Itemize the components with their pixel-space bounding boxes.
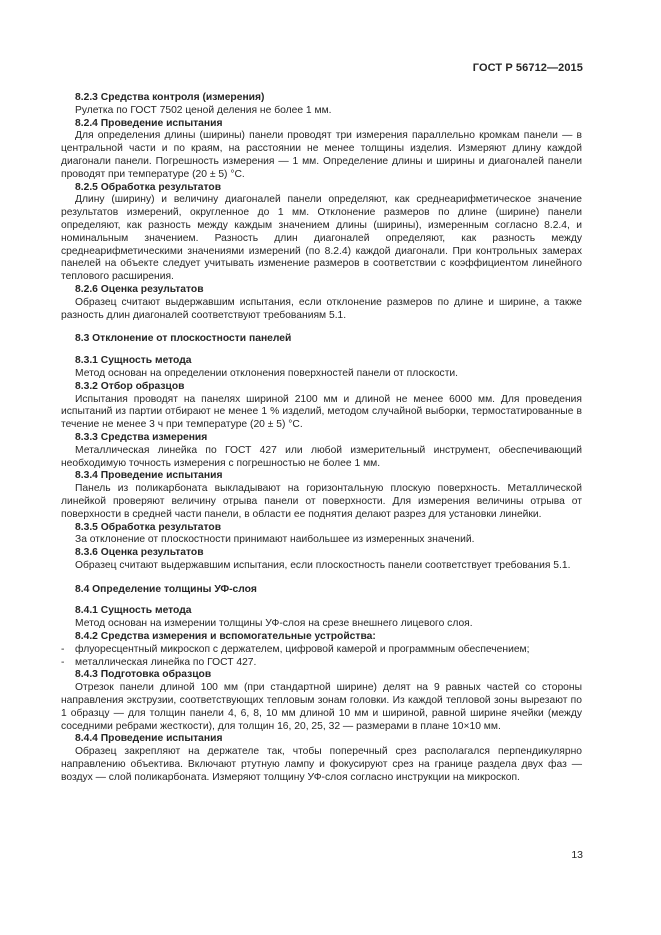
section-8-3-heading: 8.3 Отклонение от плоскостности панелей: [75, 333, 292, 345]
section-8-4-1-title: 8.4.1 Сущность метода: [75, 605, 192, 617]
section-8-3-2-text: Испытания проводят на панелях шириной 2100 мм и длиной не менее 6000 мм. Для проведения испытаний из партии отбирают не менее 1 % изделий, методом случайной выборки, термостатированные в течение не менее 3 ч при температуре (20 ± 5) °С.: [61, 393, 582, 431]
section-8-3-4-title: 8.3.4 Проведение испытания: [75, 470, 223, 482]
list-item: [61, 657, 582, 670]
section-8-4-heading: 8.4 Определение толщины УФ-слоя: [75, 583, 257, 595]
section-8-3-6-title: 8.3.6 Оценка результатов: [75, 547, 204, 559]
section-8-4-2-title: 8.4.2 Средства измерения и вспомогательные устройства:: [75, 631, 376, 643]
section-8-2-6-title: 8.2.6 Оценка результатов: [75, 283, 204, 295]
section-8-3-1-title: 8.3.1 Сущность метода: [75, 355, 192, 367]
document-body: [61, 92, 582, 785]
section-8-3-3-text: Металлическая линейка по ГОСТ 427 или любой измерительный инструмент, обеспечивающий необходимую точность измерения с погрешностью не более 1 мм.: [61, 444, 582, 469]
section-8-4-3-title: 8.4.3 Подготовка образцов: [75, 669, 212, 681]
list-item-text: флуоресцентный микроскоп с держателем, цифровой камерой и программным обеспечением;: [75, 643, 530, 655]
list-dash: -: [61, 643, 65, 655]
section-8-2-3-title: 8.2.3 Средства контроля (измерения): [75, 92, 265, 103]
section-8-4-4-text: Образец закрепляют на держателе так, чтобы поперечный срез располагался перпендикулярно направлению объектива. Включают ртутную лампу и фокусируют срез на границе раздела двух фаз — воздух — слой поликарбоната. Измеряют толщину УФ-слоя согласно инструкции на микроскоп.: [61, 746, 582, 783]
section-8-4-1-text: Метод основан на измерении толщины УФ-слоя на срезе внешнего лицевого слоя.: [75, 618, 473, 630]
section-8-3-5-text: За отклонение от плоскостности принимают наибольшее из измеренных значений.: [75, 534, 475, 546]
list-dash: -: [61, 656, 65, 668]
section-8-4-3-text: Отрезок панели длиной 100 мм (при стандартной ширине) делят на 9 равных частей со стороны направления экструзии, соответствующих тепловым зонам головки. Из каждой тепловой зоны вырезают по 1 образцу — для толщин панели 4, 6, 8, 10 мм длиной 10 мм и шириной, равной ширине ячейки (между соседними ребрами жесткости), для толщин 16, 20, 25, 32 — размерами в плане 10×10 мм.: [61, 682, 582, 732]
section-8-2-5-title: 8.2.5 Обработка результатов: [75, 181, 222, 193]
section-8-2-5-text: Длину (ширину) и величину диагоналей панели определяют, как среднеарифметическое значение результатов измерений, округленное до 1 мм. Отклонение размеров по длине (ширине) панели определяют, как разность между каждым значением длины (ширины), измеренным согласно 8.2.4, и номинальным значением. Разность длин диагоналей определяют, как разность между среднеарифметическими значениями измерений (по 8.2.4) каждой диагонали. При контрольных замерах панелей на объекте следует учитывать изменение размеров в соответствии с коэффициентом линейного теплового расширения.: [61, 194, 582, 283]
section-8-3-6-text: Образец считают выдержавшим испытания, если плоскостность панели соответствует требования 5.1.: [75, 559, 571, 571]
section-8-3-5-title: 8.3.5 Обработка результатов: [75, 521, 222, 533]
list-item: [61, 644, 582, 657]
section-8-2-6-text: Образец считают выдержавшим испытания, если отклонение размеров по длине и ширине, а также разность длин диагоналей соответствуют требованиям 5.1.: [61, 296, 582, 321]
section-8-2-3-text: Рулетка по ГОСТ 7502 ценой деления не более 1 мм.: [75, 104, 332, 116]
page-number: 13: [571, 849, 583, 861]
section-8-3-3-title: 8.3.3 Средства измерения: [75, 431, 208, 443]
section-8-3-4-text: Панель из поликарбоната выкладывают на горизонтальную плоскую поверхность. Металлической линейкой проверяют величину отрыва панели от поверхности. Для измерения величины отрыва от поверхности в средней части панели, в области ее поднятия делают разрез для установки линейки.: [61, 483, 582, 520]
section-8-2-4-title: 8.2.4 Проведение испытания: [75, 117, 223, 129]
section-8-2-4-text: Для определения длины (ширины) панели проводят три измерения параллельно кромкам панели — в центральной части и по краям, на расстоянии не менее толщины изделия. Измеряют длину каждой диагонали панели. Погрешность измерения — 1 мм. Определение длины и ширины и диагоналей панели проводят при температуре (20 ± 5) °С.: [61, 130, 582, 180]
list-item-text: металлическая линейка по ГОСТ 427.: [75, 656, 257, 668]
document-code: ГОСТ Р 56712—2015: [472, 62, 583, 74]
section-8-3-2-title: 8.3.2 Отбор образцов: [75, 380, 185, 392]
section-8-4-4-title: 8.4.4 Проведение испытания: [75, 733, 223, 745]
section-8-3-1-text: Метод основан на определении отклонения поверхностей панели от плоскости.: [75, 367, 459, 379]
